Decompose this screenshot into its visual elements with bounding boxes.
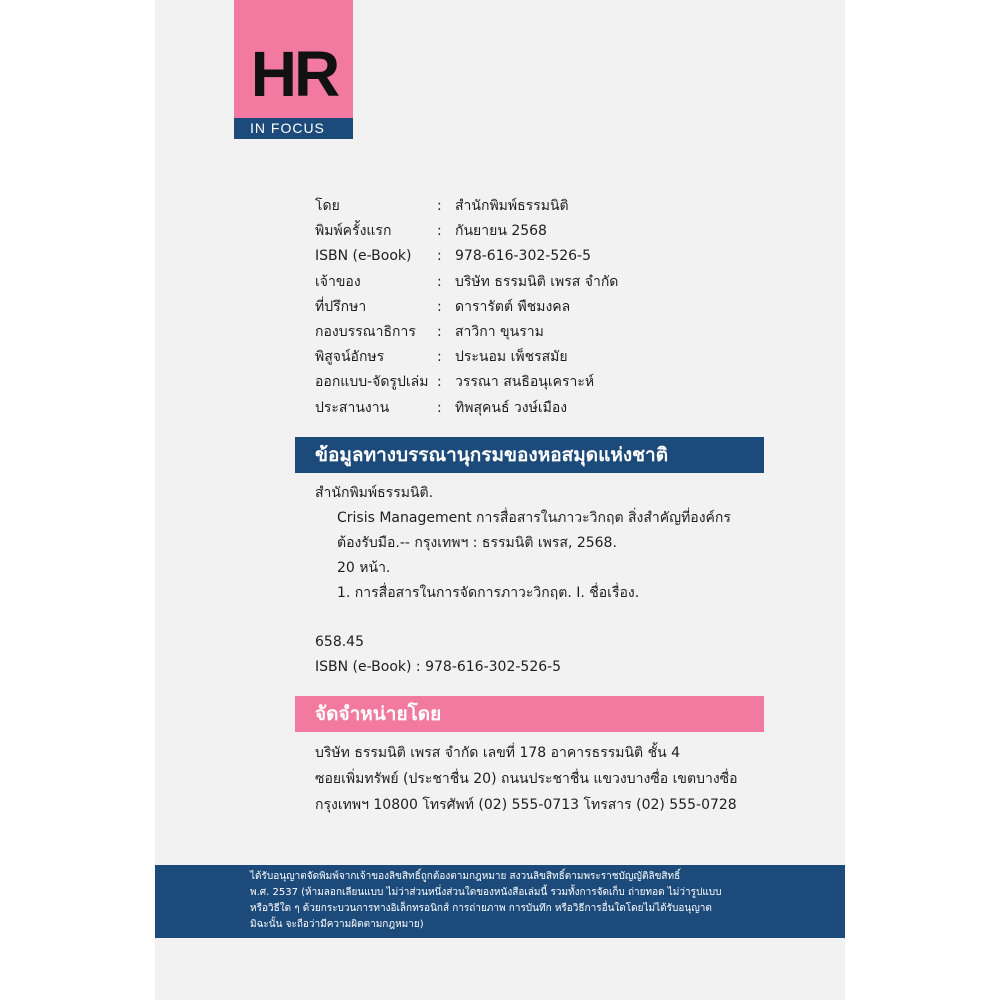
distribution-line: กรุงเทพฯ 10800 โทรศัพท์ (02) 555-0713 โทรสาร (02) 555-0728 (315, 797, 737, 813)
book-page (155, 0, 845, 1000)
credit-row (315, 219, 755, 244)
cip-line: 20 หน้า. (337, 560, 391, 576)
credit-colon: : (437, 323, 442, 340)
cip-line: ต้องรับมือ.-- กรุงเทพฯ : ธรรมนิติ เพรส, 2568. (337, 535, 617, 551)
distribution-title: จัดจำหน่ายโดย (315, 703, 442, 725)
credit-value: สำนักพิมพ์ธรรมนิติ (455, 198, 569, 214)
credit-row (315, 270, 755, 295)
copyright-line: พ.ศ. 2537 (ห้ามลอกเลียนแบบ ไม่ว่าส่วนหนึ่งส่วนใดของหนังสือเล่มนี้ รวมทั้งการจัดเก็บ ถ่ายทอด ไม่ว่ารูปแบบ (250, 887, 722, 898)
logo-pink-block (234, 0, 353, 118)
credit-value: 978-616-302-526-5 (455, 248, 592, 265)
credit-value: ทิพสุคนธ์ วงษ์เมือง (455, 399, 568, 416)
credit-label: พิมพ์ครั้งแรก (315, 223, 392, 240)
distribution-line: ซอยเพิ่มทรัพย์ (ประชาชื่น 20) ถนนประชาชื่น แขวงบางซื่อ เขตบางซื่อ (315, 771, 738, 787)
cip-line: 1. การสื่อสารในการจัดการภาวะวิกฤต. I. ชื่อเรื่อง. (337, 585, 640, 601)
hr-in-focus-logo (234, 0, 353, 139)
distribution-header-bar (295, 696, 764, 732)
credit-colon: : (437, 399, 442, 416)
cip-spacer (315, 606, 765, 630)
cip-block (315, 481, 765, 680)
credit-value: วรรณา สนธิอนุเคราะห์ (455, 374, 595, 391)
credit-colon: : (437, 198, 442, 214)
credit-value: ประนอม เพ็ชรสมัย (455, 349, 568, 366)
credit-label: ที่ปรึกษา (315, 298, 367, 315)
logo-blue-strip (234, 118, 353, 139)
credit-value: สาวิกา ขุนราม (455, 323, 544, 340)
credit-row (315, 244, 755, 269)
copyright-text (250, 869, 770, 933)
distribution-block (315, 740, 765, 818)
logo-main-text: HR (250, 38, 338, 110)
credit-value: ดารารัตต์ พืชมงคล (455, 298, 571, 315)
credit-row (315, 295, 755, 320)
credit-label: เจ้าของ (315, 273, 361, 290)
cip-author: สำนักพิมพ์ธรรมนิติ. (315, 485, 434, 501)
cip-line: Crisis Management การสื่อสารในภาวะวิกฤต สิ่งสำคัญที่องค์กร (337, 510, 731, 526)
cip-title: ข้อมูลทางบรรณานุกรมของหอสมุดแห่งชาติ (315, 444, 669, 466)
credit-label: ออกแบบ-จัดรูปเล่ม (315, 374, 429, 391)
credit-label: โดย (315, 198, 340, 214)
credit-colon: : (437, 374, 442, 391)
credit-value: กันยายน 2568 (455, 223, 547, 240)
cip-isbn: ISBN (e-Book) : 978-616-302-526-5 (315, 659, 562, 675)
credit-row (315, 320, 755, 345)
credit-colon: : (437, 273, 442, 290)
copyright-line: ได้รับอนุญาตจัดพิมพ์จากเจ้าของลิขสิทธิ์ถูกต้องตามกฎหมาย สงวนลิขสิทธิ์ตามพระราชบัญญัติลิขสิทธิ์ (250, 871, 681, 882)
copyright-line: หรือวิธีใด ๆ ด้วยกระบวนการทางอิเล็กทรอนิกส์ การถ่ายภาพ การบันทึก หรือวิธีการอื่นใดโดยไม่ได้รับอนุญาต (250, 903, 712, 914)
credit-colon: : (437, 349, 442, 366)
credit-colon: : (437, 223, 442, 240)
credit-row (315, 396, 755, 421)
logo-sub-text: IN FOCUS (250, 120, 325, 136)
credit-label: ประสานงาน (315, 399, 390, 416)
credit-label: กองบรรณาธิการ (315, 323, 416, 340)
credit-row (315, 194, 755, 219)
cip-header-bar (295, 437, 764, 473)
credit-row (315, 370, 755, 395)
copyright-footer (155, 865, 845, 938)
credit-colon: : (437, 298, 442, 315)
cip-classification: 658.45 (315, 634, 364, 650)
credit-value: บริษัท ธรรมนิติ เพรส จำกัด (455, 273, 619, 290)
distribution-line: บริษัท ธรรมนิติ เพรส จำกัด เลขที่ 178 อาคารธรรมนิติ ชั้น 4 (315, 745, 681, 761)
credit-colon: : (437, 248, 442, 265)
copyright-line: มิฉะนั้น จะถือว่ามีความผิดตามกฎหมาย) (250, 919, 424, 930)
credits-list (315, 194, 755, 421)
credit-label: ISBN (e-Book) (315, 248, 412, 265)
credit-label: พิสูจน์อักษร (315, 349, 385, 366)
credit-row (315, 345, 755, 370)
